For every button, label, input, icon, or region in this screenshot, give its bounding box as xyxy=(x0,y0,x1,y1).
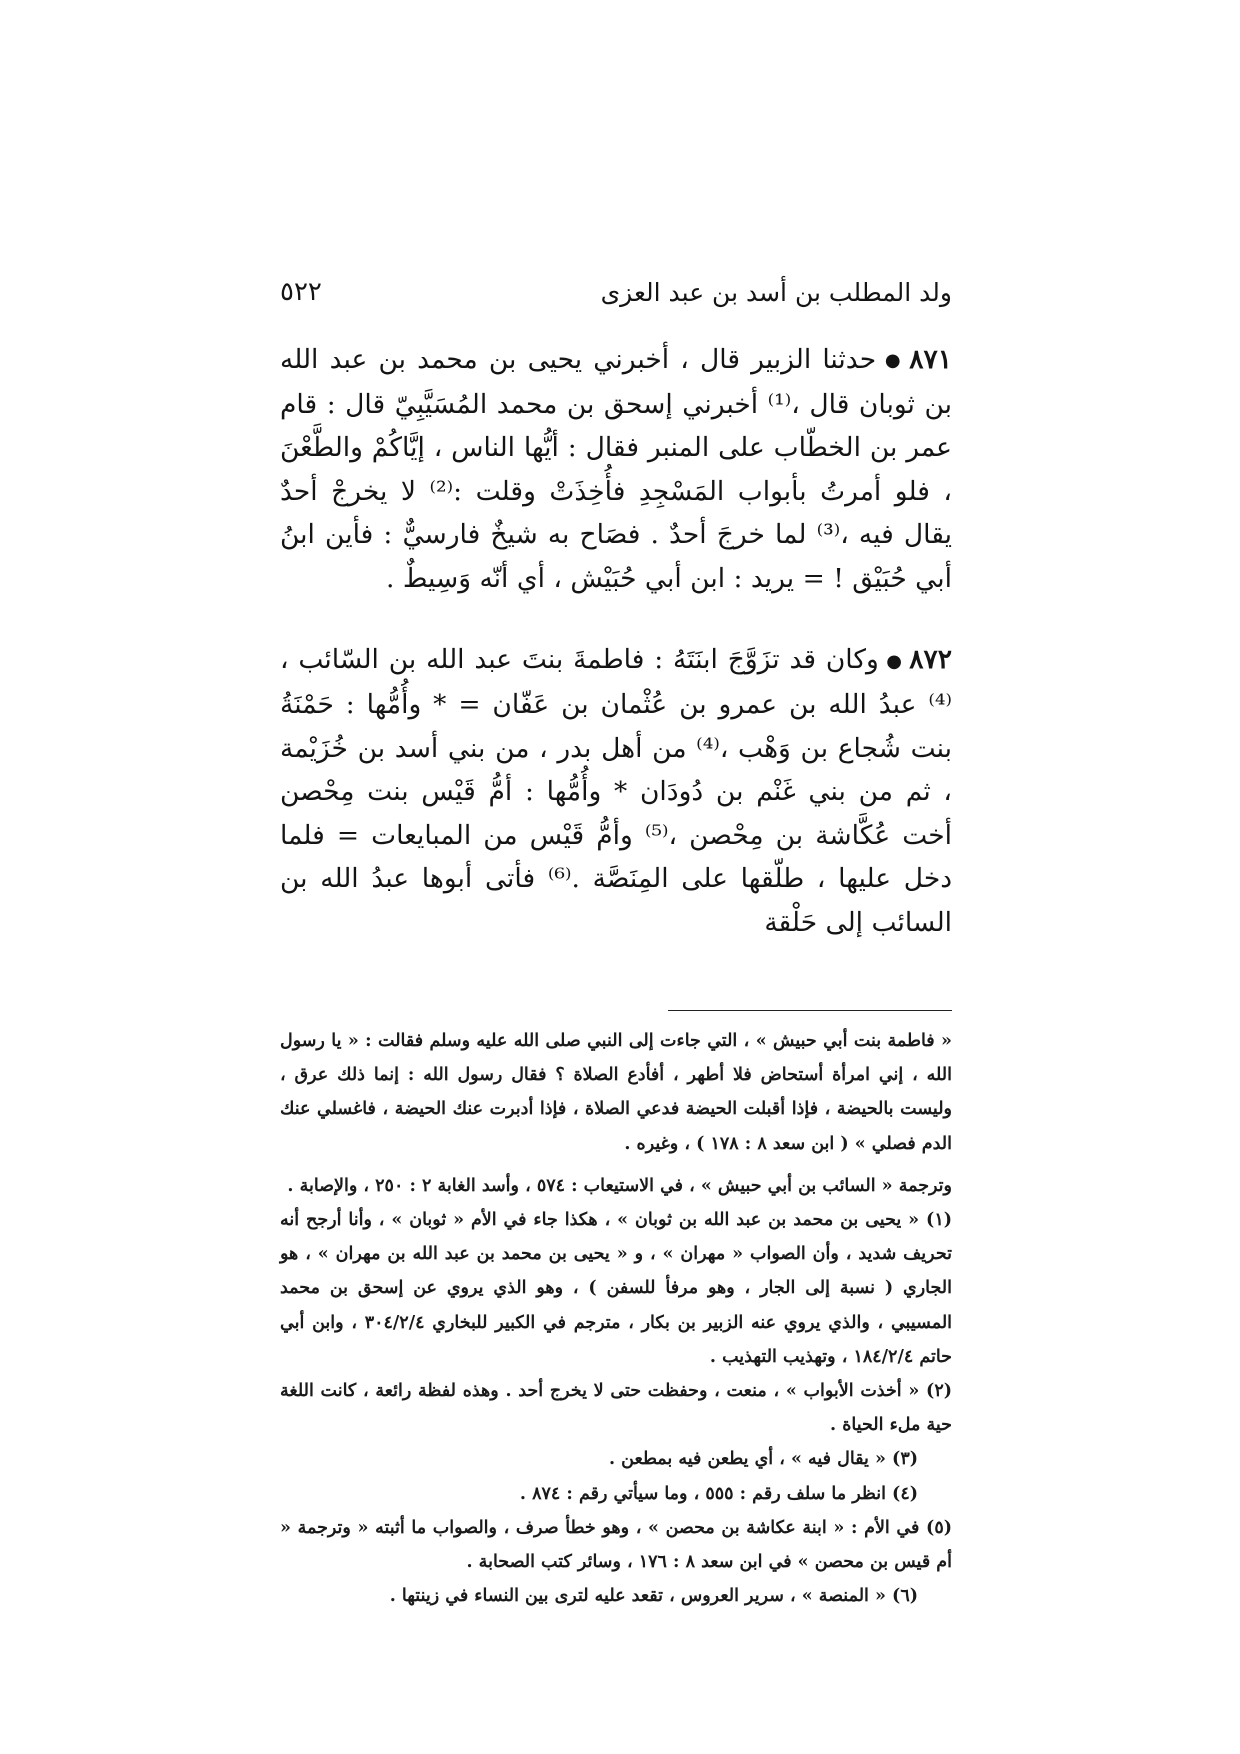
footnote-divider xyxy=(668,1010,952,1011)
footnote-3: (٣) « يقال فيه » ، أي يطعن فيه بمطعن . xyxy=(609,1449,918,1470)
running-title: ولد المطلب بن أسد بن عبد العزى xyxy=(600,277,952,307)
main-text xyxy=(280,338,952,944)
bullet-icon: ● xyxy=(882,350,904,372)
footnotes xyxy=(280,1024,952,1613)
footnote-5: (٥) في الأم : « ابنة عكاشة بن محصن » ، وهو خطأ صرف ، والصواب ما أثبته « وترجمة « أم قيس بن محصن » في ابن سعد ٨ : ١٧٦ ، وسائر كتب الصحابة . xyxy=(280,1517,952,1573)
footnote-4: (٤) انظر ما سلف رقم : ٥٥٥ ، وما سيأتي رقم : ٨٧٤ . xyxy=(519,1483,918,1504)
footnote-6: (٦) « المنصة » ، سرير العروس ، تقعد عليه لترى بين النساء في زينتها . xyxy=(389,1586,918,1607)
paragraph-text: حدثنا الزبير قال ، أخبرني يحيى بن محمد بن عبد الله بن ثوبان قال ،⁽¹⁾ أخبرني إسحق بن محمد المُسَيَّبِيّ قال : قام عمر بن الخطّاب على المنبر فقال : أيُّها الناس ، إيَّاكُمْ والطَّعْنَ ، فلو أمرتُ بأبواب المَسْجِدِ فأُخِذَتْ وقلت :⁽²⁾ لا يخرجْ أحدٌ يقال فيه ،⁽³⁾ لما خرجَ أحدٌ . فصَاح به شيخٌ فارسيٌّ : فأين ابنُ أبي حُبَيْق ! = يريد : ابن أبي حُبَيْش ، أي أنّه وَسِيطٌ . xyxy=(280,344,952,594)
footnote-continuation: وترجمة « السائب بن أبي حبيش » ، في الاستيعاب : ٥٧٤ ، وأسد الغابة ٢ : ٢٥٠ ، والإصابة . xyxy=(287,1175,952,1196)
bullet-icon: ● xyxy=(884,650,904,672)
page-header xyxy=(280,272,952,312)
paragraph-text: وكان قد تزَوَّجَ ابنَتَهُ : فاطمةَ بنتَ عبد الله بن السّائب ،⁽⁴⁾ عبدُ الله بن عمرو بن عُثْمان بن عَفّان = * وأُمُّها : حَمْنَةُ بنت شُجاع بن وَهْب ،⁽⁴⁾ من أهل بدر ، من بني أسد بن خُزَيْمة ، ثم من بني غَنْم بن دُودَان * وأُمُّها : أمُّ قَيْس بنت مِحْصن أخت عُكَّاشة بن مِحْصن ،⁽⁵⁾ وأمُّ قَيْس من المبايعات = فلما دخل عليها ، طلّقها على المِنَصَّة .⁽⁶⁾ فأتى أبوها عبدُ الله بن السائب إلى حَلْقة xyxy=(280,644,952,938)
paragraph-number: ٨٧٢ xyxy=(909,644,952,676)
footnote-continuation: « فاطمة بنت أبي حبيش » ، التي جاءت إلى النبي صلى الله عليه وسلم فقالت : « يا رسول الله ، إني امرأة أستحاض فلا أطهر ، أفأدع الصلاة ؟ فقال رسول الله : إنما ذلك عرق ، وليست بالحيضة ، فإذا أقبلت الحيضة فدعي الصلاة ، فإذا أدبرت عنك الحيضة ، فاغسلي عنك الدم فصلي » ( ابن سعد ٨ : ١٧٨ ) ، وغيره . xyxy=(280,1031,952,1154)
footnote-2: (٢) « أخذت الأبواب » ، منعت ، وحفظت حتى لا يخرج أحد . وهذه لفظة رائعة ، كانت اللغة حية ملء الحياة . xyxy=(280,1381,952,1436)
page-number: ٥٢٢ xyxy=(280,277,322,307)
paragraph-872 xyxy=(280,638,952,944)
paragraph-871 xyxy=(280,338,952,600)
footnote-1: (١) « يحيى بن محمد بن عبد الله بن ثوبان » ، هكذا جاء في الأم « ثوبان » ، وأنا أرجح أنه تحريف شديد ، وأن الصواب « مهران » ، و « يحيى بن محمد بن عبد الله بن مهران » ، هو الجاري ( نسبة إلى الجار ، وهو مرفأ للسفن ) ، وهو الذي يروي عن إسحق بن محمد المسيبي ، والذي يروي عنه الزبير بن بكار ، مترجم في الكبير للبخاري ٣٠٤/٢/٤ ، وابن أبي حاتم ١٨٤/٢/٤ ، وتهذيب التهذيب . xyxy=(280,1210,953,1367)
paragraph-number: ٨٧١ xyxy=(909,344,952,375)
